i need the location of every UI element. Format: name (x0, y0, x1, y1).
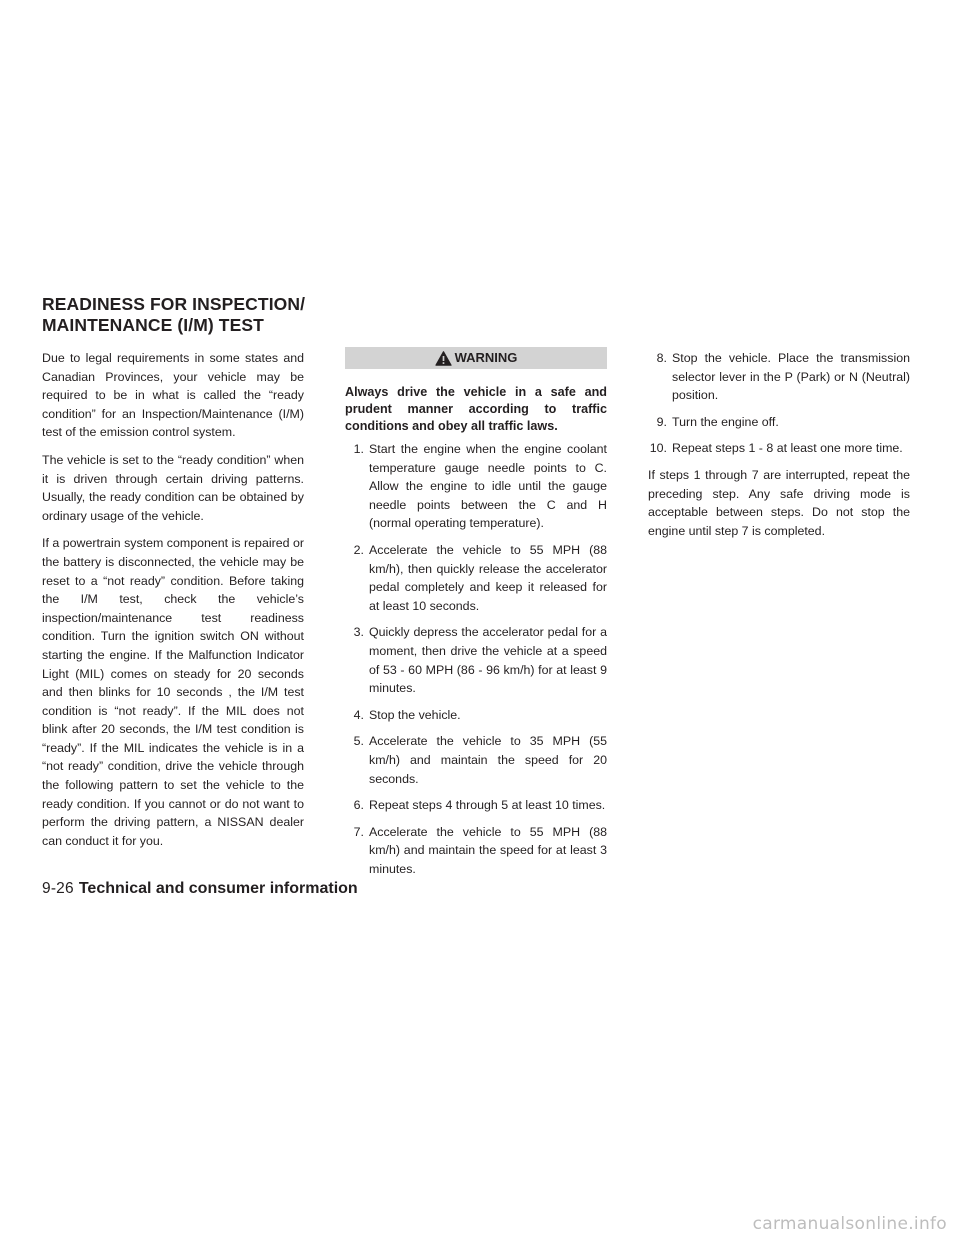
step-number: 8. (656, 351, 667, 365)
step-number: 3. (353, 625, 364, 640)
left-column (42, 349, 304, 859)
list-item (345, 823, 607, 879)
warning-label: WARNING (454, 349, 518, 365)
list-item (345, 440, 607, 533)
page-number: 9-26 (42, 880, 74, 897)
watermark-link[interactable]: carmanualsonline.info (752, 1214, 947, 1234)
list-item (648, 349, 910, 405)
list-item (345, 796, 607, 815)
list-item (648, 439, 910, 458)
section-title (42, 294, 305, 336)
paragraph-not-ready: If a powertrain system component is repaired or the battery is disconnected, the vehicle may be reset to a “not ready” condition. Before taking the I/M test, check the vehicle’s inspection/maintenance test readiness condition. Turn the ignition switch ON without starting the engine. If the Malfunction Indicator Light (MIL) comes on steady for 20 seconds and then blinks for 10 seconds , the I/M test condition is “not ready”. If the MIL does not blink after 20 seconds, the I/M test condition is “ready”. If the MIL indicates the vehicle is in a “not ready” condition, drive the vehicle through the following pattern to set the vehicle to the ready condition. If you cannot or do not want to perform the driving pattern, a NISSAN dealer can conduct it for you. (42, 536, 304, 848)
step-text: Stop the vehicle. (369, 707, 461, 722)
step-text: Quickly depress the accelerator pedal for a moment, then drive the vehicle at a speed of 53 - 60 MPH (86 - 96 km/h) for at least 9 minutes. (369, 625, 607, 696)
paragraph-ready-condition: The vehicle is set to the “ready condition” when it is driven through certain driving patterns. Usually, the ready condition can be obtained by ordinary usage of the vehicle. (42, 452, 304, 523)
list-item (345, 706, 607, 725)
step-number: 6. (353, 798, 364, 813)
step-number: 7. (353, 824, 364, 839)
list-item (345, 623, 607, 697)
middle-column (345, 349, 607, 886)
warning-triangle-icon (435, 351, 452, 366)
step-text: Repeat steps 1 - 8 at least one more time. (672, 441, 903, 456)
paragraph-interrupted: If steps 1 through 7 are interrupted, repeat the preceding step. Any safe driving mode is acceptable between steps. Do not stop the engine until step 7 is completed. (648, 467, 910, 538)
step-text: Accelerate the vehicle to 55 MPH (88 km/h), then quickly release the accelerator pedal completely and keep it released for at least 10 seconds. (369, 542, 607, 613)
chapter-title: Technical and consumer information (78, 880, 358, 897)
step-text: Accelerate the vehicle to 35 MPH (55 km/h) and maintain the speed for 20 seconds. (369, 734, 607, 786)
step-number: 10. (649, 441, 667, 456)
right-column (648, 349, 910, 549)
list-item (648, 413, 910, 432)
steps-list-1-7 (345, 440, 607, 878)
warning-header (345, 347, 607, 369)
warning-text: Always drive the vehicle in a safe and prudent manner according to traffic conditions and obey all traffic laws. (345, 385, 607, 433)
list-item (345, 732, 607, 788)
step-number: 9. (656, 414, 667, 429)
paragraph-intro: Due to legal requirements in some states and Canadian Provinces, your vehicle may be required to be in what is called the “ready condition” for an Inspection/Maintenance (I/M) test of the emission control system. (42, 351, 304, 440)
section-title-line-2: MAINTENANCE (I/M) TEST (42, 315, 264, 335)
step-number: 5. (353, 734, 364, 749)
steps-list-8-10 (648, 349, 910, 458)
step-text: Turn the engine off. (672, 414, 779, 429)
step-text: Repeat steps 4 through 5 at least 10 times. (369, 798, 606, 813)
step-number: 1. (353, 442, 364, 456)
page-footer (42, 880, 358, 898)
section-title-line-1: READINESS FOR INSPECTION/ (42, 294, 306, 314)
step-text: Start the engine when the engine coolant temperature gauge needle points to C. Allow the engine to idle until the gauge needle points between the C and H (normal operating temperature). (369, 442, 607, 531)
step-text: Accelerate the vehicle to 55 MPH (88 km/h) and maintain the speed for at least 3 minutes. (369, 824, 607, 876)
step-text: Stop the vehicle. Place the transmission selector lever in the P (Park) or N (Neutral) position. (672, 351, 910, 403)
step-number: 2. (353, 542, 364, 557)
step-number: 4. (353, 707, 364, 722)
list-item (345, 541, 607, 615)
